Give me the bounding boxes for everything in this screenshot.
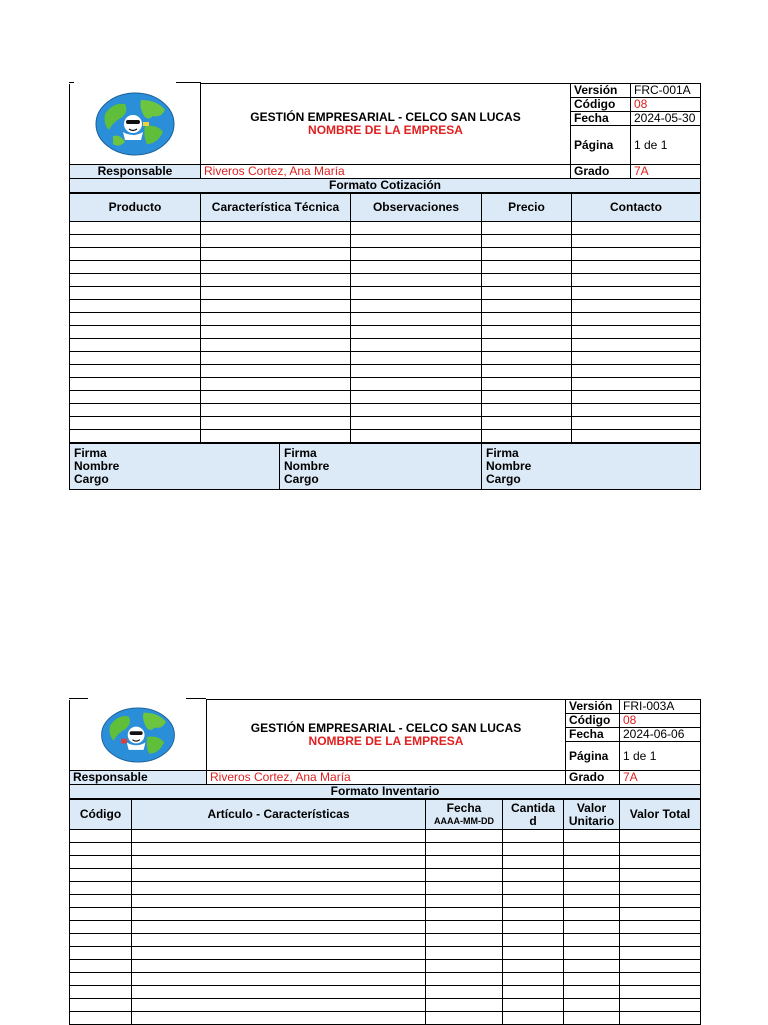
table-cell[interactable] (503, 856, 564, 869)
responsable-value: Riveros Cortez, Ana María (201, 165, 571, 179)
table-cell[interactable] (503, 895, 564, 908)
table-row (70, 287, 701, 300)
table-cell[interactable] (201, 235, 351, 248)
table-cell[interactable] (503, 921, 564, 934)
table-cell[interactable] (132, 908, 426, 921)
table-cell[interactable] (482, 430, 572, 443)
table-cell[interactable] (503, 843, 564, 856)
table-cell[interactable] (70, 934, 132, 947)
table-row (70, 934, 701, 947)
table-row (70, 313, 701, 326)
table-row (70, 391, 701, 404)
meta-value-codigo: 08 (620, 714, 701, 728)
table-cell[interactable] (564, 895, 620, 908)
table-cell[interactable] (572, 326, 701, 339)
meta-value-pagina: 1 de 1 (620, 742, 701, 771)
meta-label-pagina: Página (571, 126, 631, 165)
table-cell[interactable] (132, 830, 426, 843)
table-cell[interactable] (201, 261, 351, 274)
table-row (70, 973, 701, 986)
table-cell[interactable] (351, 274, 482, 287)
table-row (70, 261, 701, 274)
table-cell[interactable] (70, 391, 201, 404)
table-row (70, 921, 701, 934)
table-cell[interactable] (503, 882, 564, 895)
table-cell[interactable] (503, 1012, 564, 1025)
format-title: Formato Cotización (70, 179, 701, 193)
table-cell[interactable] (426, 895, 503, 908)
table-cell[interactable] (620, 986, 701, 999)
globe-logo-icon (99, 707, 177, 763)
table-cell[interactable] (351, 235, 482, 248)
table-cell[interactable] (564, 960, 620, 973)
col-header-contacto: Contacto (572, 194, 701, 222)
format-title: Formato Inventario (70, 785, 701, 799)
table-cell[interactable] (564, 856, 620, 869)
table-cell[interactable] (572, 287, 701, 300)
table-cell[interactable] (70, 973, 132, 986)
table-cell[interactable] (351, 430, 482, 443)
table-cell[interactable] (70, 908, 132, 921)
table-cell[interactable] (70, 882, 132, 895)
meta-label-codigo: Código (566, 714, 620, 728)
table-cell[interactable] (70, 960, 132, 973)
meta-label-version: Versión (566, 700, 620, 714)
table-row (70, 365, 701, 378)
table-cell[interactable] (503, 986, 564, 999)
table-cell[interactable] (572, 352, 701, 365)
table-row (70, 378, 701, 391)
table-cell[interactable] (564, 882, 620, 895)
table-cell[interactable] (482, 339, 572, 352)
table-cell[interactable] (201, 313, 351, 326)
company-logo (70, 700, 207, 771)
table-cell[interactable] (201, 417, 351, 430)
table-cell[interactable] (351, 261, 482, 274)
table-cell[interactable] (620, 934, 701, 947)
inventario-grid (69, 799, 701, 1025)
inventario-form (69, 699, 700, 1025)
table-cell[interactable] (503, 973, 564, 986)
table-cell[interactable] (132, 882, 426, 895)
table-cell[interactable] (572, 300, 701, 313)
table-cell[interactable] (572, 248, 701, 261)
table-cell[interactable] (482, 365, 572, 378)
table-row (70, 895, 701, 908)
table-cell[interactable] (572, 378, 701, 391)
table-cell[interactable] (572, 261, 701, 274)
table-cell[interactable] (482, 326, 572, 339)
table-cell[interactable] (70, 274, 201, 287)
cargo-label: Cargo (284, 472, 319, 486)
table-cell[interactable] (564, 947, 620, 960)
table-cell[interactable] (201, 404, 351, 417)
table-cell[interactable] (132, 869, 426, 882)
col-header-articulo: Artículo - Características (132, 800, 426, 830)
table-cell[interactable] (201, 300, 351, 313)
table-cell[interactable] (70, 895, 132, 908)
table-row (70, 352, 701, 365)
table-cell[interactable] (70, 248, 201, 261)
table-cell[interactable] (70, 235, 201, 248)
table-cell[interactable] (564, 999, 620, 1012)
table-row (70, 856, 701, 869)
table-row (70, 339, 701, 352)
meta-value-fecha: 2024-06-06 (620, 728, 701, 742)
company-logo (70, 84, 201, 165)
table-row (70, 222, 701, 235)
table-cell[interactable] (351, 352, 482, 365)
table-cell[interactable] (503, 960, 564, 973)
table-cell[interactable] (70, 222, 201, 235)
cotizacion-header-table (69, 83, 701, 193)
company-title: GESTIÓN EMPRESARIAL - CELCO SAN LUCAS (250, 110, 521, 124)
col-header-observaciones: Observaciones (351, 194, 482, 222)
table-cell[interactable] (482, 352, 572, 365)
company-title: GESTIÓN EMPRESARIAL - CELCO SAN LUCAS (250, 721, 522, 735)
table-cell[interactable] (70, 986, 132, 999)
table-cell[interactable] (620, 869, 701, 882)
table-cell[interactable] (572, 339, 701, 352)
table-cell[interactable] (620, 895, 701, 908)
table-cell[interactable] (132, 895, 426, 908)
table-cell[interactable] (201, 352, 351, 365)
cargo-label: Cargo (74, 472, 109, 486)
table-cell[interactable] (70, 313, 201, 326)
table-cell[interactable] (70, 869, 132, 882)
table-cell[interactable] (351, 287, 482, 300)
col-header-caracteristica: Característica Técnica (201, 194, 351, 222)
table-cell[interactable] (620, 856, 701, 869)
table-cell[interactable] (482, 274, 572, 287)
table-row (70, 960, 701, 973)
table-cell[interactable] (426, 986, 503, 999)
table-cell[interactable] (564, 869, 620, 882)
table-row (70, 430, 701, 443)
table-cell[interactable] (572, 417, 701, 430)
table-cell[interactable] (426, 960, 503, 973)
grado-label: Grado (566, 771, 620, 785)
table-cell[interactable] (572, 222, 701, 235)
table-cell[interactable] (70, 287, 201, 300)
col-header-codigo: Código (70, 800, 132, 830)
table-cell[interactable] (132, 856, 426, 869)
table-row (70, 248, 701, 261)
table-row (70, 326, 701, 339)
company-name: NOMBRE DE LA EMPRESA (308, 123, 463, 137)
table-cell[interactable] (620, 830, 701, 843)
table-cell[interactable] (564, 973, 620, 986)
table-cell[interactable] (572, 404, 701, 417)
table-cell[interactable] (201, 339, 351, 352)
meta-label-pagina: Página (566, 742, 620, 771)
table-cell[interactable] (482, 235, 572, 248)
table-cell[interactable] (620, 973, 701, 986)
signature-block-2 (280, 444, 482, 490)
table-cell[interactable] (201, 287, 351, 300)
table-cell[interactable] (351, 248, 482, 261)
table-cell[interactable] (482, 300, 572, 313)
table-cell[interactable] (201, 365, 351, 378)
table-cell[interactable] (70, 947, 132, 960)
responsable-label: Responsable (70, 771, 207, 785)
table-cell[interactable] (70, 999, 132, 1012)
table-cell[interactable] (132, 986, 426, 999)
col-header-producto: Producto (70, 194, 201, 222)
table-cell[interactable] (620, 960, 701, 973)
table-cell[interactable] (70, 843, 132, 856)
table-cell[interactable] (564, 843, 620, 856)
table-cell[interactable] (620, 882, 701, 895)
firma-label: Firma (74, 446, 107, 460)
grado-value: 7A (620, 771, 701, 785)
col-header-fecha (426, 800, 503, 830)
table-cell[interactable] (572, 430, 701, 443)
table-row (70, 300, 701, 313)
table-row (70, 843, 701, 856)
table-row (70, 1012, 701, 1025)
table-cell[interactable] (564, 1012, 620, 1025)
firma-label: Firma (284, 446, 317, 460)
meta-label-codigo: Código (571, 98, 631, 112)
table-cell[interactable] (503, 999, 564, 1012)
table-cell[interactable] (426, 843, 503, 856)
table-cell[interactable] (201, 326, 351, 339)
fecha-format-hint: AAAA-MM-DD (434, 815, 494, 826)
table-cell[interactable] (70, 339, 201, 352)
table-cell[interactable] (351, 222, 482, 235)
table-cell[interactable] (482, 248, 572, 261)
col-header-cantidad: Cantida d (503, 800, 564, 830)
table-cell[interactable] (482, 287, 572, 300)
table-cell[interactable] (70, 1012, 132, 1025)
table-cell[interactable] (351, 300, 482, 313)
table-cell[interactable] (132, 934, 426, 947)
col-header-valor-total: Valor Total (620, 800, 701, 830)
table-cell[interactable] (426, 947, 503, 960)
table-cell[interactable] (620, 1012, 701, 1025)
table-row (70, 999, 701, 1012)
table-cell[interactable] (351, 365, 482, 378)
firma-label: Firma (486, 446, 519, 460)
cotizacion-grid (69, 193, 701, 443)
table-cell[interactable] (132, 960, 426, 973)
table-cell[interactable] (572, 391, 701, 404)
col-header-precio: Precio (482, 194, 572, 222)
table-cell[interactable] (70, 404, 201, 417)
meta-value-codigo: 08 (631, 98, 701, 112)
signature-block-1 (70, 444, 280, 490)
table-cell[interactable] (132, 843, 426, 856)
signature-table (69, 443, 701, 490)
table-cell[interactable] (351, 391, 482, 404)
table-cell[interactable] (351, 404, 482, 417)
table-cell[interactable] (620, 843, 701, 856)
table-cell[interactable] (482, 417, 572, 430)
table-cell[interactable] (351, 417, 482, 430)
table-row (70, 908, 701, 921)
table-cell[interactable] (426, 869, 503, 882)
table-cell[interactable] (70, 430, 201, 443)
table-cell[interactable] (426, 999, 503, 1012)
table-cell[interactable] (426, 973, 503, 986)
table-cell[interactable] (201, 430, 351, 443)
table-row (70, 882, 701, 895)
meta-value-version: FRI-003A (620, 700, 701, 714)
table-cell[interactable] (426, 1012, 503, 1025)
table-cell[interactable] (564, 908, 620, 921)
cotizacion-form (69, 83, 700, 490)
table-cell[interactable] (426, 908, 503, 921)
table-cell[interactable] (503, 947, 564, 960)
table-cell[interactable] (132, 973, 426, 986)
meta-label-version: Versión (571, 84, 631, 98)
table-cell[interactable] (132, 947, 426, 960)
inventario-header-table (69, 699, 701, 799)
nombre-label: Nombre (486, 459, 532, 473)
table-cell[interactable] (503, 934, 564, 947)
table-cell[interactable] (70, 326, 201, 339)
table-cell[interactable] (426, 856, 503, 869)
table-cell[interactable] (564, 986, 620, 999)
meta-value-version: FRC-001A (631, 84, 701, 98)
table-row (70, 404, 701, 417)
meta-label-fecha: Fecha (566, 728, 620, 742)
meta-label-fecha: Fecha (571, 112, 631, 126)
table-row (70, 986, 701, 999)
table-cell[interactable] (70, 856, 132, 869)
table-cell[interactable] (482, 261, 572, 274)
table-cell[interactable] (620, 999, 701, 1012)
table-cell[interactable] (70, 300, 201, 313)
table-cell[interactable] (564, 921, 620, 934)
table-cell[interactable] (572, 313, 701, 326)
grado-label: Grado (571, 165, 631, 179)
table-cell[interactable] (201, 378, 351, 391)
fecha-label: Fecha (446, 800, 482, 815)
cargo-label: Cargo (486, 472, 521, 486)
table-cell[interactable] (201, 248, 351, 261)
table-cell[interactable] (620, 947, 701, 960)
table-cell[interactable] (564, 830, 620, 843)
table-cell[interactable] (201, 274, 351, 287)
table-cell[interactable] (503, 908, 564, 921)
table-cell[interactable] (351, 339, 482, 352)
table-row (70, 274, 701, 287)
table-cell[interactable] (70, 830, 132, 843)
table-cell[interactable] (503, 869, 564, 882)
form-title-cell (201, 84, 571, 165)
company-name: NOMBRE DE LA EMPRESA (308, 734, 464, 748)
form-title-cell (207, 700, 566, 771)
grado-value: 7A (631, 165, 701, 179)
table-cell[interactable] (351, 326, 482, 339)
table-cell[interactable] (503, 830, 564, 843)
signature-block-3 (482, 444, 701, 490)
nombre-label: Nombre (284, 459, 330, 473)
table-cell[interactable] (70, 921, 132, 934)
table-cell[interactable] (70, 378, 201, 391)
table-cell[interactable] (132, 1012, 426, 1025)
table-row (70, 869, 701, 882)
table-cell[interactable] (572, 365, 701, 378)
table-row (70, 947, 701, 960)
table-cell[interactable] (201, 391, 351, 404)
table-cell[interactable] (132, 921, 426, 934)
table-cell[interactable] (482, 378, 572, 391)
table-cell[interactable] (351, 313, 482, 326)
table-cell[interactable] (482, 404, 572, 417)
table-cell[interactable] (426, 934, 503, 947)
table-cell[interactable] (572, 235, 701, 248)
table-cell[interactable] (351, 378, 482, 391)
table-cell[interactable] (426, 830, 503, 843)
table-cell[interactable] (70, 365, 201, 378)
table-cell[interactable] (426, 921, 503, 934)
responsable-label: Responsable (70, 165, 201, 179)
table-cell[interactable] (572, 274, 701, 287)
nombre-label: Nombre (74, 459, 120, 473)
table-row (70, 417, 701, 430)
table-row (70, 830, 701, 843)
table-cell[interactable] (620, 921, 701, 934)
table-cell[interactable] (482, 313, 572, 326)
table-cell[interactable] (620, 908, 701, 921)
col-header-valor-unitario: Valor Unitario (564, 800, 620, 830)
table-cell[interactable] (564, 934, 620, 947)
table-cell[interactable] (482, 222, 572, 235)
table-cell[interactable] (70, 261, 201, 274)
table-cell[interactable] (426, 882, 503, 895)
responsable-value: Riveros Cortez, Ana María (207, 771, 566, 785)
table-cell[interactable] (70, 417, 201, 430)
table-row (70, 235, 701, 248)
table-cell[interactable] (70, 352, 201, 365)
table-cell[interactable] (482, 391, 572, 404)
globe-logo-icon (95, 92, 175, 156)
meta-value-fecha: 2024-05-30 (631, 112, 701, 126)
table-cell[interactable] (201, 222, 351, 235)
table-cell[interactable] (132, 999, 426, 1012)
meta-value-pagina: 1 de 1 (631, 126, 701, 165)
